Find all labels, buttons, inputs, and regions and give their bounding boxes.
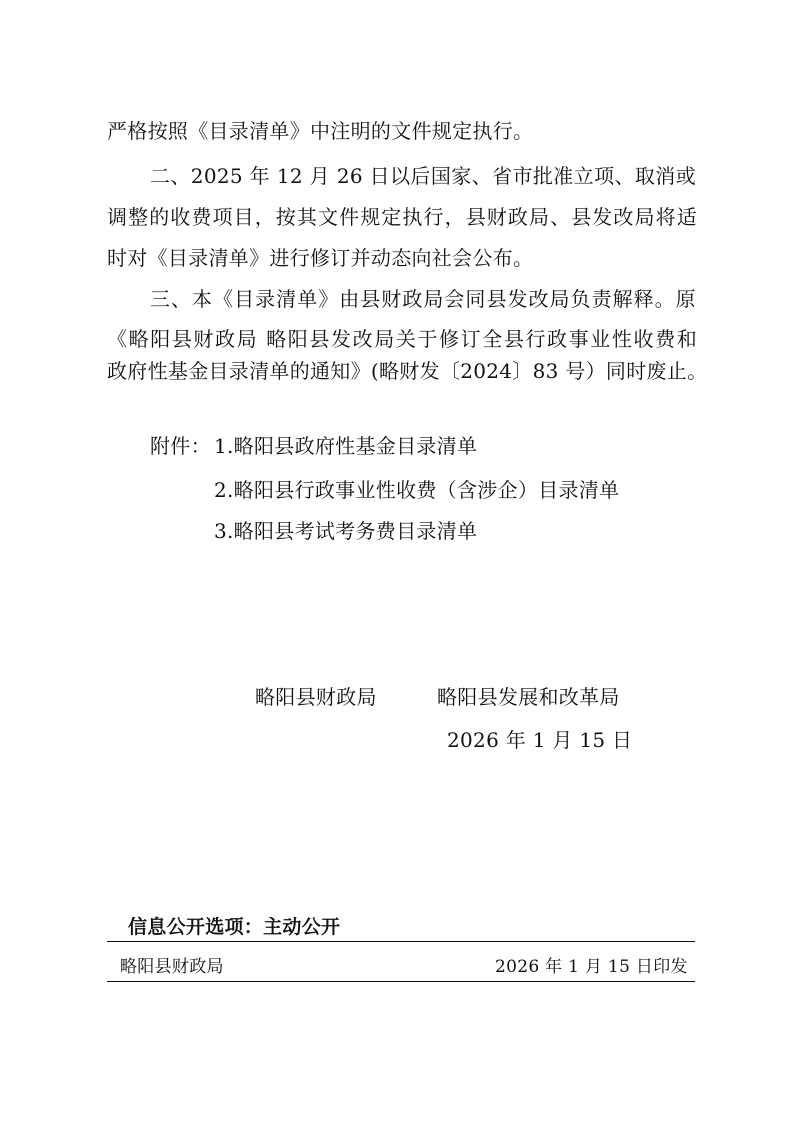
attachment-item-1: 1.略阳县政府性基金目录清单 — [214, 434, 478, 458]
body-line-3: 调整的收费项目，按其文件规定执行，县财政局、县发改局将适 — [107, 205, 697, 229]
body-line-1: 严格按照《目录清单》中注明的文件规定执行。 — [107, 119, 534, 143]
footer-bottom-rule — [107, 981, 695, 982]
footer-issuer: 略阳县财政局 — [120, 957, 224, 977]
body-line-7: 政府性基金目录清单的通知》(略财发〔2024〕83 号）同时废止。 — [107, 359, 708, 383]
footer-issue-date: 2026 年 1 月 15 日印发 — [495, 957, 688, 977]
footer-top-rule — [107, 941, 695, 942]
disclosure-option: 信息公开选项：主动公开 — [128, 916, 341, 938]
body-line-4: 时对《目录清单》进行修订并动态向社会公布。 — [107, 246, 534, 270]
body-line-6: 《略阳县财政局 略阳县发改局关于修订全县行政事业性收费和 — [107, 327, 697, 351]
signature-org-development: 略阳县发展和改革局 — [437, 685, 620, 709]
attachment-item-2: 2.略阳县行政事业性收费（含涉企）目录清单 — [214, 478, 620, 502]
signature-date: 2026 年 1 月 15 日 — [447, 728, 633, 752]
attachments-label: 附件： — [150, 434, 211, 458]
body-line-5: 三、本《目录清单》由县财政局会同县发改局负责解释。原 — [150, 287, 696, 311]
attachment-item-3: 3.略阳县考试考务费目录清单 — [214, 519, 478, 543]
signature-org-finance: 略阳县财政局 — [255, 685, 377, 709]
body-line-2: 二、2025 年 12 月 26 日以后国家、省市批准立项、取消或 — [150, 164, 696, 188]
